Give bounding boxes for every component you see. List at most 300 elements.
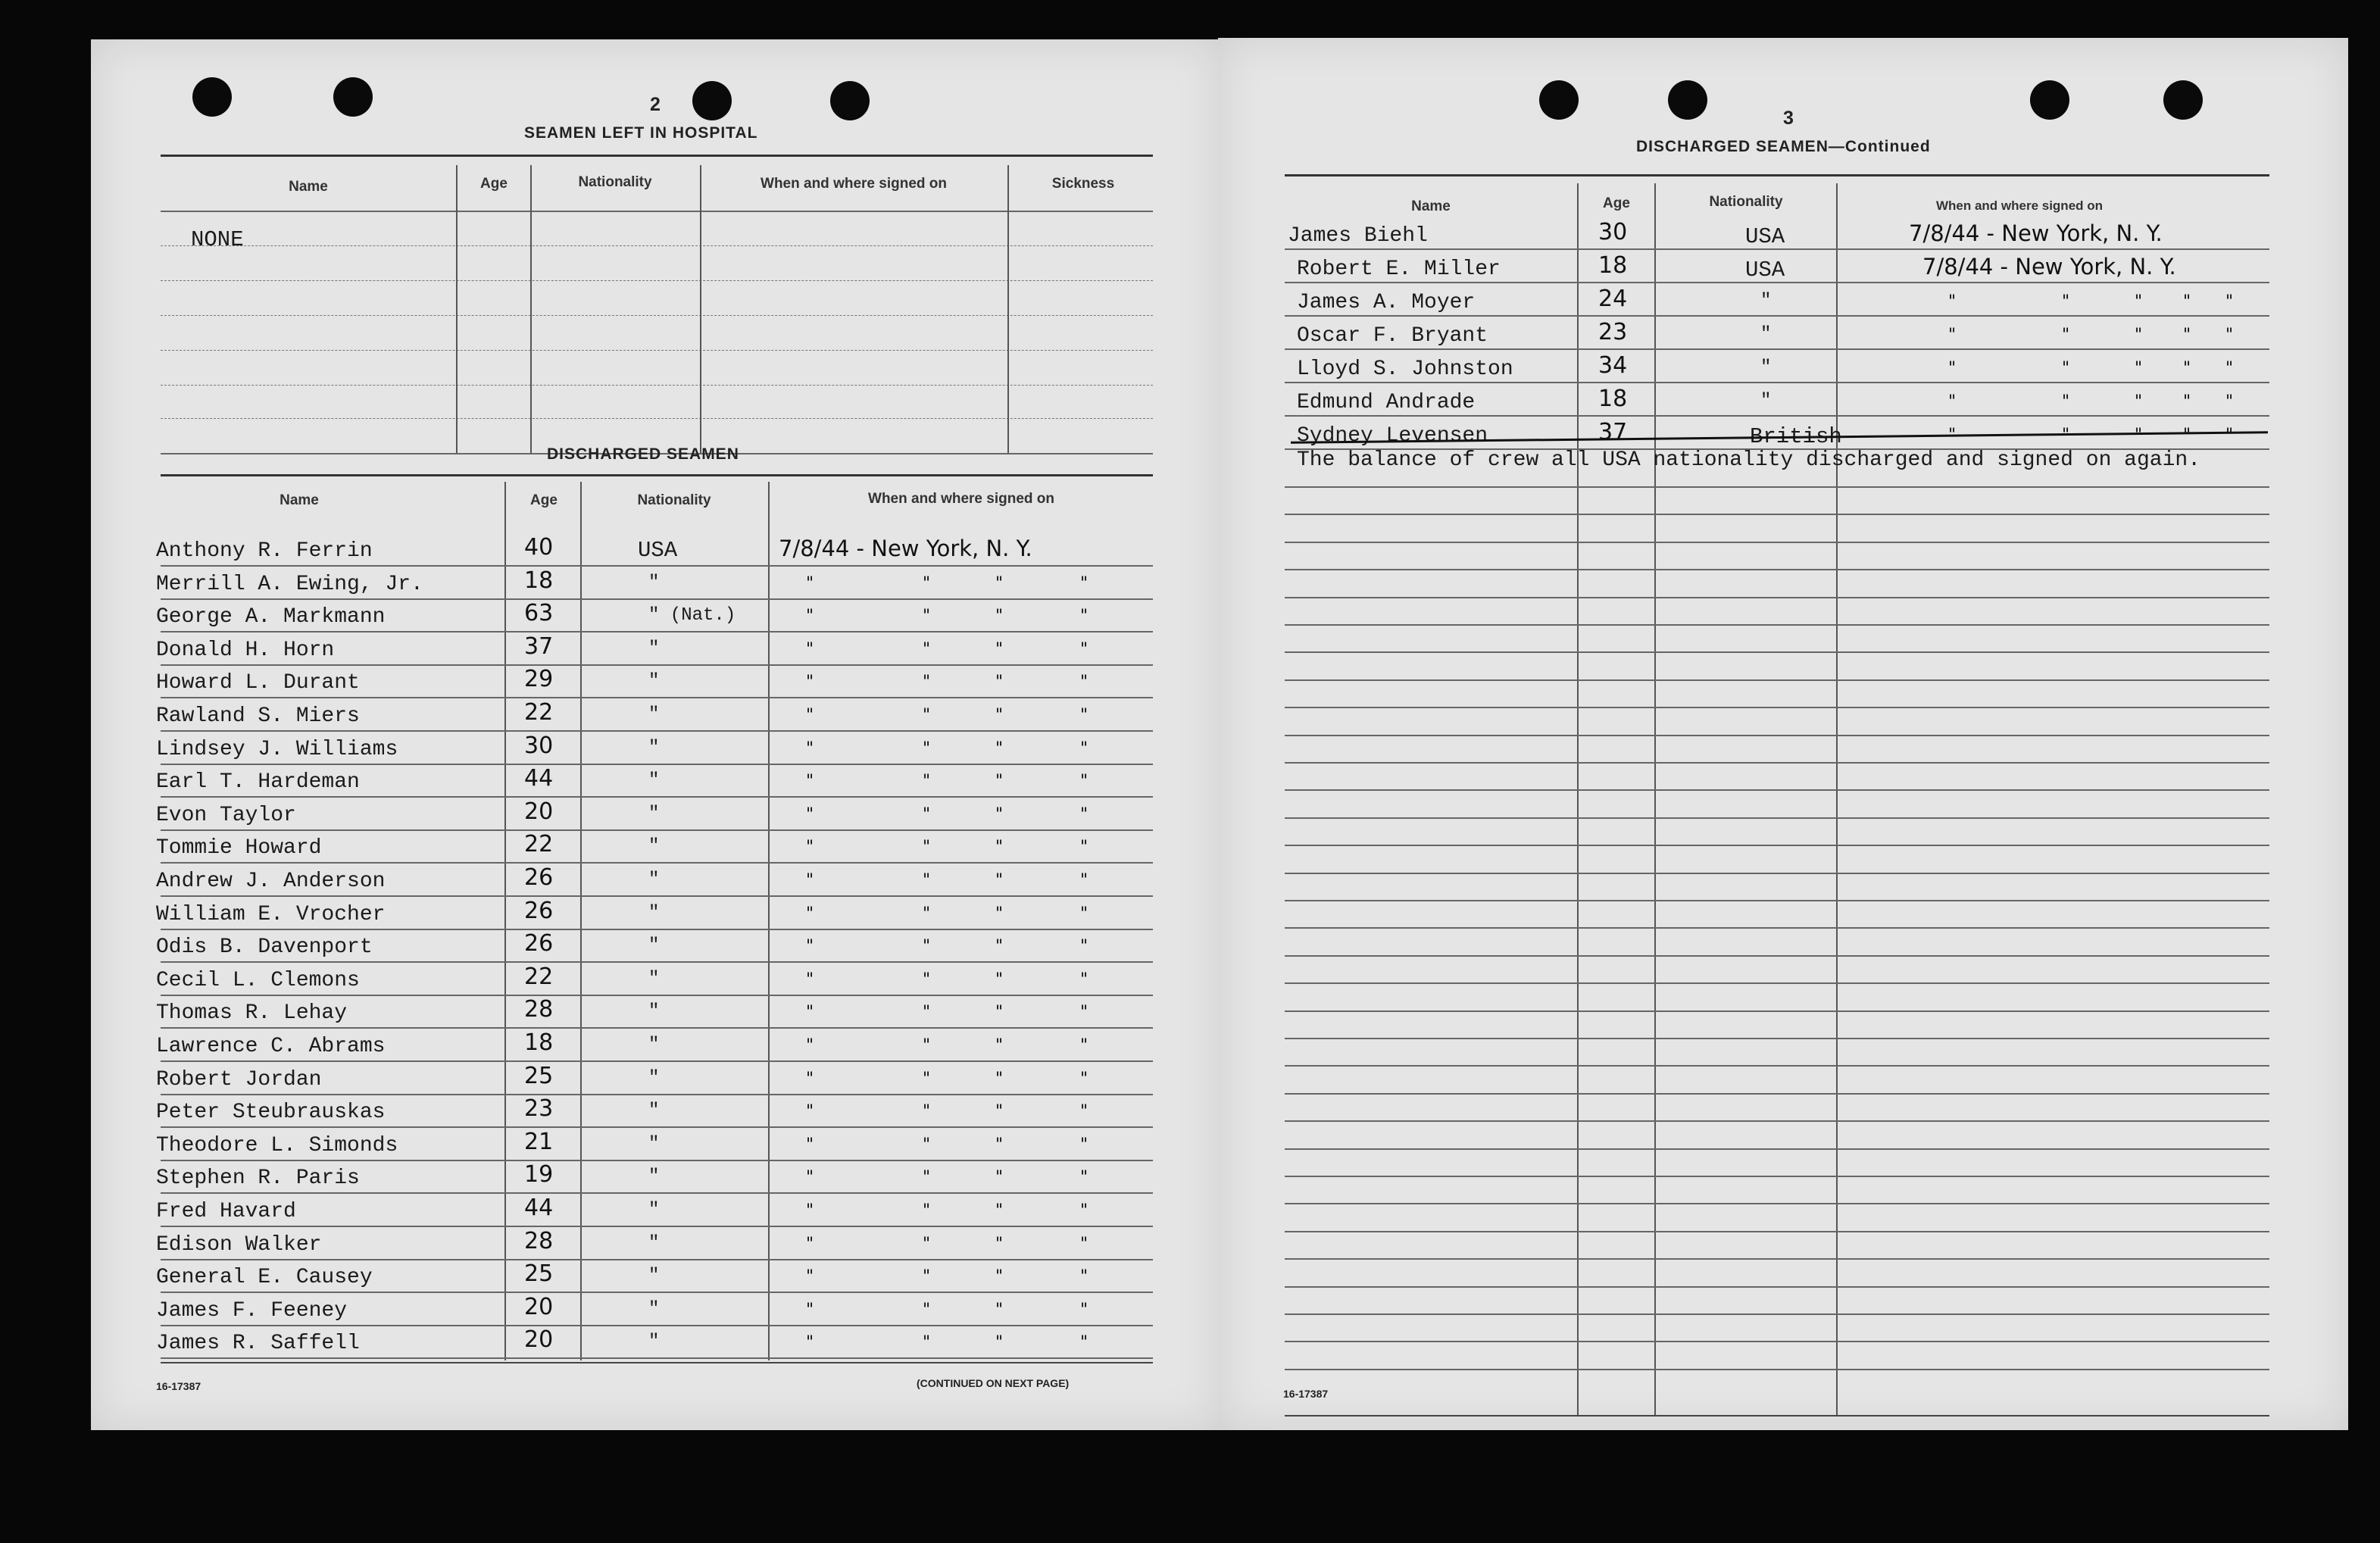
ditto-mark: " <box>806 1069 814 1089</box>
seaman-nationality: " <box>648 1067 660 1089</box>
column-header-signed-on: When and where signed on <box>868 491 1054 507</box>
row-rule <box>1285 415 2269 417</box>
seaman-nationality: " <box>648 1101 660 1122</box>
column-header-name: Name <box>280 492 319 508</box>
seaman-nationality: " <box>648 770 660 792</box>
ditto-mark: " <box>1948 392 1957 411</box>
ditto-mark: " <box>1080 1234 1088 1254</box>
ditto-mark: " <box>2062 326 2070 345</box>
page-number: 3 <box>1783 108 1794 129</box>
seaman-name: Evon Taylor <box>156 803 296 827</box>
ditto-mark: " <box>1948 359 1957 378</box>
seaman-age: 21 <box>524 1128 554 1155</box>
ditto-mark: " <box>1948 292 1957 311</box>
balance-note: The balance of crew all USA nationality discharged and signed on again. <box>1297 448 2200 472</box>
row-rule <box>161 1292 1153 1293</box>
seaman-name: Peter Steubrauskas <box>156 1101 386 1125</box>
blank-row-rule <box>1285 679 2269 681</box>
ditto-mark: " <box>1080 970 1088 989</box>
ditto-mark: " <box>995 838 1004 857</box>
seaman-nationality: " <box>648 704 660 725</box>
column-header-sickness: Sickness <box>1051 176 1115 192</box>
ditto-mark: " <box>995 1102 1004 1122</box>
seaman-name: James Biehl <box>1288 224 1428 248</box>
column-header-name: Name <box>289 179 328 195</box>
seaman-name: Thomas R. Lehay <box>156 1001 348 1026</box>
ditto-mark: " <box>1080 1201 1088 1220</box>
seaman-nationality: " <box>648 803 660 824</box>
page-number: 2 <box>650 94 661 115</box>
ditto-mark: " <box>995 1201 1004 1220</box>
seaman-age: 28 <box>524 1227 554 1254</box>
ditto-mark: " <box>1080 804 1088 824</box>
ditto-mark: " <box>1080 607 1088 626</box>
seaman-age: 30 <box>1598 219 1628 245</box>
ditto-mark: " <box>1080 1135 1088 1154</box>
ditto-mark: " <box>806 706 814 725</box>
ditto-mark: " <box>806 772 814 792</box>
row-rule <box>1285 282 2269 283</box>
blank-row-rule <box>1285 1258 2269 1260</box>
ditto-mark: " <box>806 673 814 692</box>
seaman-age: 26 <box>524 897 554 924</box>
ditto-mark: " <box>923 838 931 857</box>
column-header-signed-on: When and where signed on <box>761 176 947 192</box>
ditto-mark: " <box>1080 904 1088 923</box>
seaman-nationality: " <box>1760 324 1772 345</box>
ditto-mark: " <box>806 1300 814 1320</box>
ditto-mark: " <box>806 1234 814 1254</box>
ditto-mark: " <box>1080 639 1088 659</box>
seaman-age: 22 <box>524 699 554 726</box>
table-bottom-rule <box>1285 1415 2269 1416</box>
left-page <box>91 39 1221 1430</box>
seaman-name: Odis B. Davenport <box>156 935 373 960</box>
row-rule <box>161 1192 1153 1194</box>
punch-hole-icon <box>192 77 232 117</box>
row-rule <box>1285 382 2269 383</box>
seaman-name: Earl T. Hardeman <box>156 770 360 795</box>
column-header-name: Name <box>1411 198 1451 214</box>
ditto-mark: " <box>923 673 931 692</box>
seaman-name: Stephen R. Paris <box>156 1167 360 1191</box>
ditto-mark: " <box>995 1333 1004 1353</box>
ditto-mark: " <box>923 1003 931 1023</box>
seaman-age: 29 <box>524 666 554 693</box>
seaman-name: Oscar F. Bryant <box>1297 324 1488 348</box>
blank-row-rule <box>1285 1203 2269 1204</box>
ditto-mark: " <box>923 871 931 890</box>
ditto-mark: " <box>995 871 1004 890</box>
ditto-mark: " <box>923 970 931 989</box>
form-number: 16-17387 <box>1283 1388 1329 1400</box>
ditto-mark: " <box>2062 392 2070 411</box>
seaman-nationality: " <box>648 870 660 890</box>
blank-row-rule <box>1285 873 2269 874</box>
punch-hole-icon <box>2163 80 2203 120</box>
ditto-mark: " <box>1080 1102 1088 1122</box>
ditto-mark: " <box>995 1234 1004 1254</box>
ditto-mark: " <box>923 573 931 593</box>
blank-row-rule <box>1285 1286 2269 1288</box>
ditto-mark: " <box>923 739 931 758</box>
column-header-signed-on: When and where signed on <box>1935 198 2104 213</box>
blank-row-rule <box>1285 651 2269 653</box>
seaman-name: Cecil L. Clemons <box>156 968 360 992</box>
row-rule <box>161 1027 1153 1029</box>
seaman-age: 20 <box>524 1326 554 1354</box>
ditto-mark: " <box>2183 392 2191 411</box>
ditto-mark: " <box>2062 426 2070 445</box>
ditto-mark: " <box>1080 1168 1088 1188</box>
ditto-mark: " <box>923 904 931 923</box>
ditto-mark: " <box>923 1069 931 1089</box>
seaman-nationality: " <box>648 572 660 593</box>
blank-row-rule <box>1285 982 2269 984</box>
seaman-age: 18 <box>1598 386 1628 412</box>
ditto-mark: " <box>923 639 931 659</box>
row-rule <box>1285 248 2269 250</box>
row-rule <box>161 1160 1153 1161</box>
ditto-mark: " <box>806 871 814 890</box>
blank-row-rule <box>1285 900 2269 901</box>
row-rule <box>161 961 1153 963</box>
seaman-name: Howard L. Durant <box>156 671 360 695</box>
seaman-nationality: " <box>648 836 660 857</box>
ditto-mark: " <box>2225 426 2234 445</box>
seaman-name: James R. Saffell <box>156 1332 360 1356</box>
ditto-mark: " <box>2135 392 2143 411</box>
seaman-nationality: USA <box>1745 258 1785 283</box>
ditto-mark: " <box>995 639 1004 659</box>
blank-row-rule <box>1285 1341 2269 1342</box>
seaman-name: James F. Feeney <box>156 1298 348 1323</box>
ditto-mark: " <box>995 1003 1004 1023</box>
seaman-age: 28 <box>524 996 554 1023</box>
seaman-age: 34 <box>1598 352 1628 379</box>
column-header-nationality: Nationality <box>578 174 652 190</box>
ditto-mark: " <box>806 1102 814 1122</box>
ditto-mark: " <box>923 1168 931 1188</box>
ditto-mark: " <box>923 1201 931 1220</box>
seaman-nationality: " <box>1760 291 1772 311</box>
ditto-mark: " <box>995 772 1004 792</box>
seaman-age: 23 <box>524 1095 554 1123</box>
blank-row-rule <box>1285 1369 2269 1370</box>
ditto-mark: " <box>923 706 931 725</box>
ditto-mark: " <box>923 937 931 957</box>
seaman-name: Tommie Howard <box>156 836 322 861</box>
ditto-mark: " <box>1080 838 1088 857</box>
ditto-mark: " <box>1080 1003 1088 1023</box>
ditto-mark: " <box>806 970 814 989</box>
blank-row-rule <box>1285 1010 2269 1012</box>
row-rule <box>161 598 1153 600</box>
signed-on-value: 7/8/44 - New York, N. Y. <box>779 536 1032 561</box>
seaman-nationality: " <box>648 1167 660 1188</box>
blank-row-rule <box>1285 817 2269 819</box>
ditto-mark: " <box>1080 1036 1088 1055</box>
signed-on-value: 7/8/44 - New York, N. Y. <box>1909 220 2163 246</box>
ditto-mark: " <box>995 706 1004 725</box>
seaman-name: William E. Vrocher <box>156 902 386 926</box>
punch-hole-icon <box>1539 80 1579 120</box>
seaman-nationality: USA <box>638 538 678 563</box>
ditto-mark: " <box>1080 706 1088 725</box>
seaman-age: 37 <box>1598 419 1628 445</box>
ditto-mark: " <box>2225 392 2234 411</box>
ditto-mark: " <box>923 607 931 626</box>
seaman-name: Theodore L. Simonds <box>156 1133 398 1157</box>
ditto-mark: " <box>2225 326 2234 345</box>
ditto-mark: " <box>995 573 1004 593</box>
row-rule <box>161 631 1153 633</box>
seaman-nationality: " <box>648 1035 660 1055</box>
ditto-mark: " <box>806 1267 814 1287</box>
ditto-mark: " <box>2183 359 2191 378</box>
row-rule <box>161 1325 1153 1326</box>
ditto-mark: " <box>1080 573 1088 593</box>
blank-row-rule <box>1285 1231 2269 1232</box>
ditto-mark: " <box>2135 359 2143 378</box>
row-rule <box>1285 348 2269 350</box>
column-header-age: Age <box>530 492 558 508</box>
ditto-mark: " <box>806 937 814 957</box>
seaman-nationality: " <box>648 1332 660 1353</box>
seaman-nationality: " <box>648 1266 660 1287</box>
ditto-mark: " <box>995 1135 1004 1154</box>
hospital-entry: NONE <box>191 227 244 252</box>
ditto-mark: " <box>1080 1069 1088 1089</box>
ditto-mark: " <box>806 1333 814 1353</box>
seaman-age: 25 <box>524 1260 554 1288</box>
hospital-title: SEAMEN LEFT IN HOSPITAL <box>524 124 758 142</box>
discharged-continued-title: DISCHARGED SEAMEN—Continued <box>1636 138 1931 155</box>
seaman-name: Robert E. Miller <box>1297 258 1501 281</box>
column-header-nationality: Nationality <box>1709 194 1783 210</box>
blank-row-rule <box>1285 762 2269 764</box>
seaman-age: 26 <box>524 864 554 891</box>
signed-on-value: 7/8/44 - New York, N. Y. <box>1922 254 2176 280</box>
seaman-name: Merrill A. Ewing, Jr. <box>156 572 423 596</box>
blank-row-rule <box>1285 1038 2269 1039</box>
ditto-mark: " <box>806 838 814 857</box>
blank-row-rule <box>1285 569 2269 570</box>
blank-row-rule <box>1285 486 2269 488</box>
discharged-title: DISCHARGED SEAMEN <box>547 445 739 463</box>
seaman-name: Andrew J. Anderson <box>156 870 386 893</box>
punch-hole-icon <box>2030 80 2069 120</box>
ditto-mark: " <box>995 1069 1004 1089</box>
seaman-age: 63 <box>524 600 554 627</box>
seaman-age: 19 <box>524 1161 554 1188</box>
table-bottom-rule <box>161 1362 1153 1363</box>
seaman-nationality: " (Nat.) <box>648 605 736 626</box>
ditto-mark: " <box>806 904 814 923</box>
ditto-mark: " <box>923 1300 931 1320</box>
ditto-mark: " <box>995 1267 1004 1287</box>
ditto-mark: " <box>923 1036 931 1055</box>
ditto-mark: " <box>1080 772 1088 792</box>
ditto-mark: " <box>995 673 1004 692</box>
ditto-mark: " <box>2135 292 2143 311</box>
blank-row-rule <box>1285 624 2269 626</box>
row-rule <box>161 1226 1153 1227</box>
ditto-mark: " <box>2225 292 2234 311</box>
ditto-mark: " <box>2183 292 2191 311</box>
seaman-age: 22 <box>524 831 554 858</box>
ditto-mark: " <box>995 970 1004 989</box>
blank-row-rule <box>1285 707 2269 708</box>
row-rule <box>161 664 1153 666</box>
blank-row-rule <box>1285 1176 2269 1177</box>
ditto-mark: " <box>806 1036 814 1055</box>
ditto-mark: " <box>923 772 931 792</box>
ditto-mark: " <box>995 904 1004 923</box>
blank-row-rule <box>1285 1065 2269 1067</box>
seaman-age: 20 <box>524 798 554 825</box>
row-rule <box>161 1060 1153 1062</box>
blank-row-rule <box>1285 597 2269 598</box>
punch-hole-icon <box>1668 80 1707 120</box>
ditto-mark: " <box>806 607 814 626</box>
row-rule <box>161 1259 1153 1260</box>
seaman-nationality: " <box>648 1133 660 1154</box>
ditto-mark: " <box>923 1333 931 1353</box>
ditto-mark: " <box>923 1102 931 1122</box>
seaman-nationality: " <box>648 1001 660 1023</box>
blank-row-rule <box>1285 1313 2269 1315</box>
seaman-age: 22 <box>524 963 554 990</box>
row-rule <box>161 929 1153 930</box>
ditto-mark: " <box>806 1201 814 1220</box>
ditto-mark: " <box>1080 871 1088 890</box>
form-number: 16-17387 <box>156 1380 201 1392</box>
ditto-mark: " <box>806 1135 814 1154</box>
seaman-name: General E. Causey <box>156 1266 373 1290</box>
ditto-mark: " <box>995 1168 1004 1188</box>
ditto-mark: " <box>1080 739 1088 758</box>
row-rule <box>161 862 1153 864</box>
ditto-mark: " <box>995 937 1004 957</box>
ditto-mark: " <box>2135 426 2143 445</box>
row-rule <box>161 1094 1153 1095</box>
row-rule <box>161 829 1153 831</box>
punch-hole-icon <box>692 81 732 120</box>
seaman-name: Lloyd S. Johnston <box>1297 358 1513 381</box>
seaman-name: Sydney Levensen <box>1297 424 1488 448</box>
seaman-nationality: " <box>648 968 660 989</box>
column-header-age: Age <box>1603 195 1630 211</box>
ditto-mark: " <box>1080 1300 1088 1320</box>
ditto-mark: " <box>1948 426 1957 445</box>
ditto-mark: " <box>2183 326 2191 345</box>
seaman-name: James A. Moyer <box>1297 291 1476 314</box>
blank-row-rule <box>1285 542 2269 543</box>
blank-row-rule <box>1285 1093 2269 1095</box>
blank-row-rule <box>1285 955 2269 957</box>
seaman-age: 30 <box>524 732 554 759</box>
ditto-mark: " <box>923 1267 931 1287</box>
ditto-mark: " <box>995 739 1004 758</box>
ditto-mark: " <box>806 1168 814 1188</box>
seaman-age: 24 <box>1598 286 1628 312</box>
seaman-name: Donald H. Horn <box>156 638 335 662</box>
ditto-mark: " <box>1080 1267 1088 1287</box>
blank-row-rule <box>1285 1148 2269 1150</box>
ditto-mark: " <box>995 1300 1004 1320</box>
ditto-mark: " <box>923 804 931 824</box>
ditto-mark: " <box>2183 426 2191 445</box>
row-rule <box>161 565 1153 567</box>
seaman-age: 26 <box>524 930 554 957</box>
ditto-mark: " <box>1080 673 1088 692</box>
seaman-nationality: " <box>1760 358 1772 378</box>
seaman-age: 25 <box>524 1062 554 1089</box>
seaman-name: Fred Havard <box>156 1200 296 1223</box>
seaman-age: 37 <box>524 633 554 660</box>
seaman-name: Lindsey J. Williams <box>156 737 398 761</box>
blank-row-rule <box>1285 845 2269 846</box>
ditto-mark: " <box>1080 937 1088 957</box>
continued-note: (CONTINUED ON NEXT PAGE) <box>917 1377 1070 1389</box>
row-rule <box>161 1357 1153 1359</box>
row-rule <box>161 764 1153 765</box>
ditto-mark: " <box>2135 326 2143 345</box>
seaman-nationality: USA <box>1745 224 1785 249</box>
ditto-mark: " <box>923 1234 931 1254</box>
ditto-mark: " <box>806 804 814 824</box>
punch-hole-icon <box>333 77 373 117</box>
seaman-nationality: " <box>648 1232 660 1254</box>
seaman-age: 44 <box>524 1195 554 1221</box>
ditto-mark: " <box>1080 1333 1088 1353</box>
ditto-mark: " <box>995 607 1004 626</box>
row-rule <box>161 697 1153 698</box>
seaman-age: 40 <box>524 534 554 561</box>
seaman-name: Rawland S. Miers <box>156 704 360 728</box>
row-rule <box>161 995 1153 996</box>
row-rule <box>161 895 1153 897</box>
ditto-mark: " <box>806 639 814 659</box>
seaman-nationality: " <box>648 902 660 923</box>
ditto-mark: " <box>2062 292 2070 311</box>
seaman-age: 44 <box>524 765 554 792</box>
seaman-age: 18 <box>524 567 554 594</box>
seaman-nationality: " <box>648 1298 660 1320</box>
row-rule <box>161 730 1153 732</box>
ditto-mark: " <box>806 739 814 758</box>
seaman-name: Robert Jordan <box>156 1067 322 1092</box>
ditto-mark: " <box>1948 326 1957 345</box>
right-page <box>1218 38 2348 1430</box>
ditto-mark: " <box>995 804 1004 824</box>
seaman-name: Edison Walker <box>156 1232 322 1257</box>
blank-row-rule <box>1285 789 2269 791</box>
ditto-mark: " <box>923 1135 931 1154</box>
seaman-nationality: " <box>648 935 660 957</box>
ditto-mark: " <box>806 573 814 593</box>
seaman-name: Edmund Andrade <box>1297 391 1476 414</box>
seaman-nationality: " <box>648 1200 660 1220</box>
seaman-age: 18 <box>524 1029 554 1056</box>
seaman-nationality: " <box>1760 391 1772 411</box>
seaman-name: Lawrence C. Abrams <box>156 1035 386 1058</box>
seaman-age: 23 <box>1598 319 1628 345</box>
blank-row-rule <box>1285 735 2269 736</box>
ditto-mark: " <box>2225 359 2234 378</box>
blank-row-rule <box>1285 1120 2269 1122</box>
